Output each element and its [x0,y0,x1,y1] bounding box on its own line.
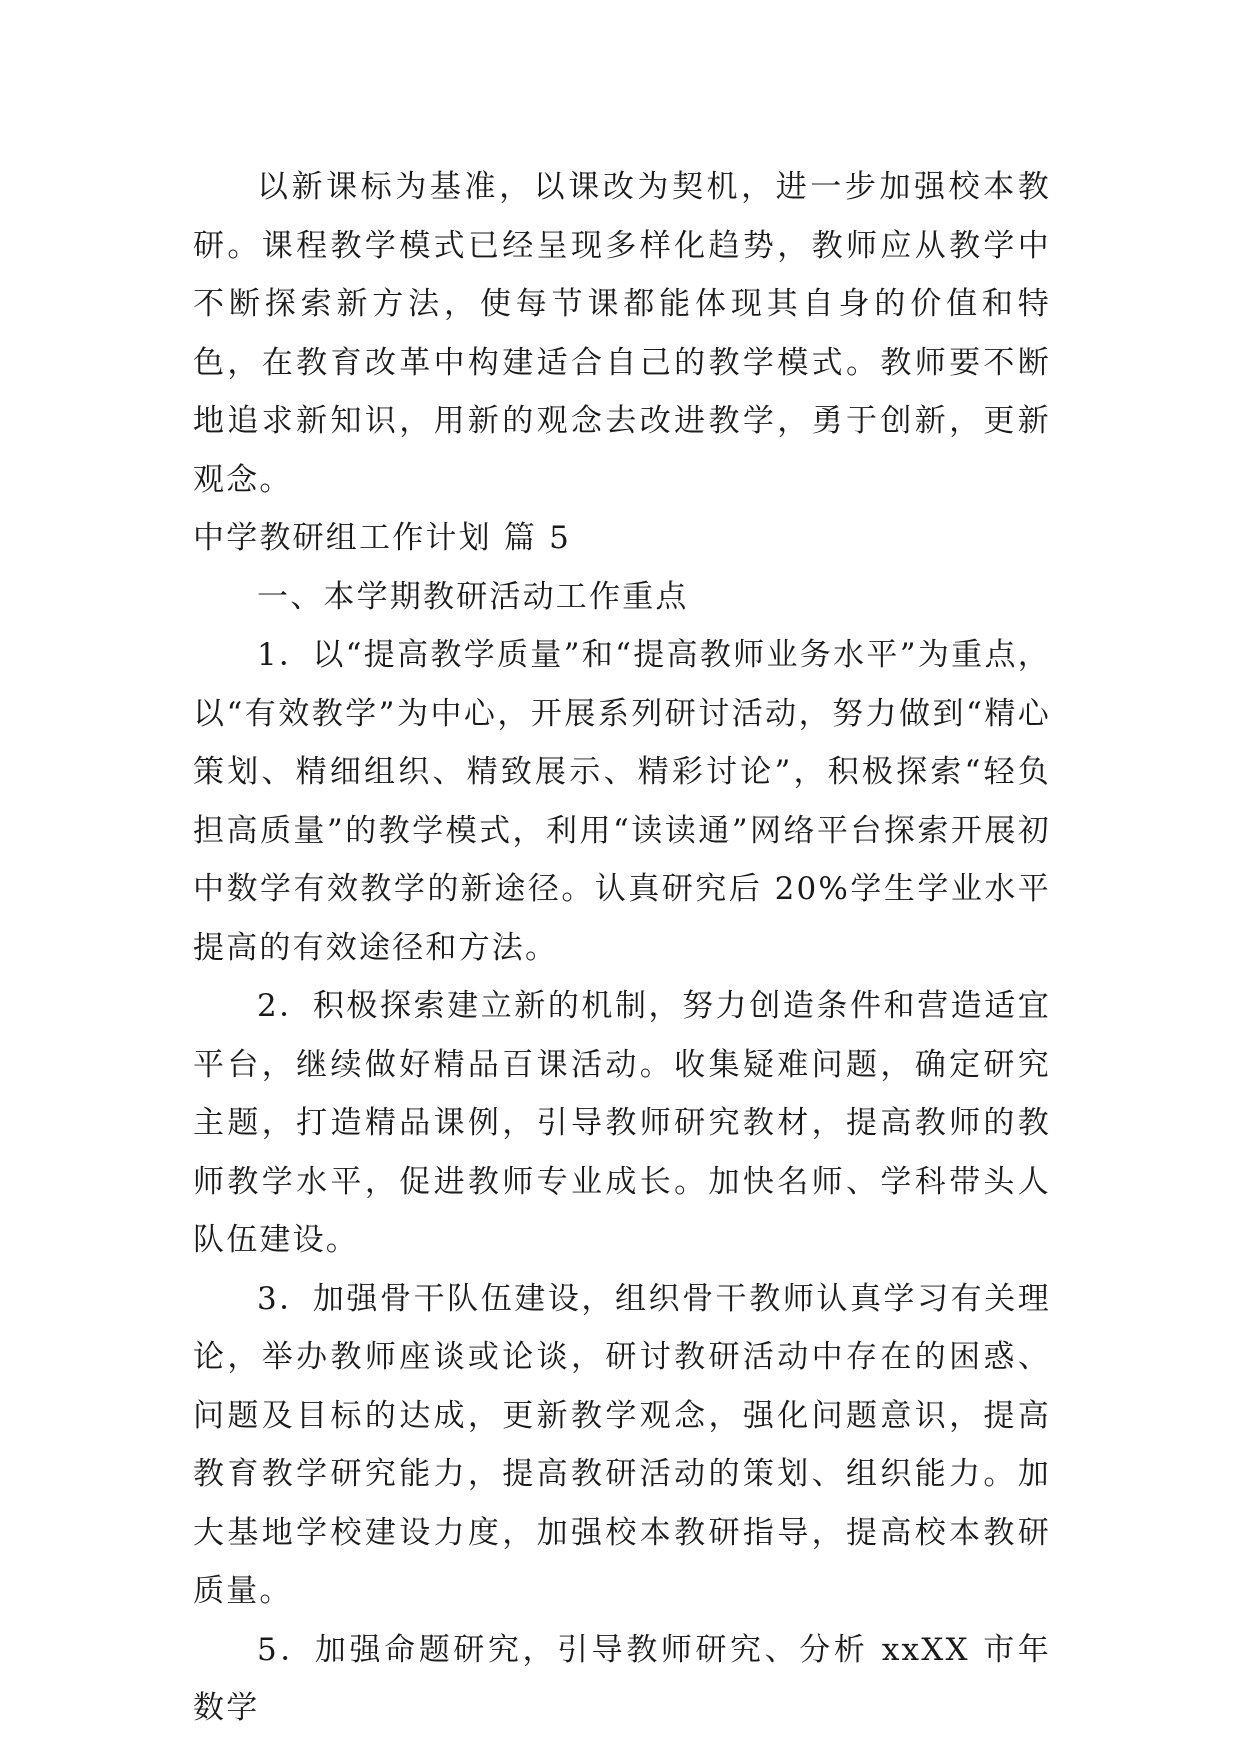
section-title: 中学教研组工作计划 篇 5 [193,520,572,556]
list-item-1: 1．以“提高教学质量”和“提高教师业务水平”为重点，以“有效教学”为中心，开展系列研讨活动，努力做到“精心策划、精细组织、精致展示、精彩讨论”，积极探索“轻负担高质量”的教学模式，利用“读读通”网络平台探索开展初中数学有效教学的新途径。认真研究后 20%学生学业水平提高的有效途径和方法。 [193,637,1051,966]
document-page [193,158,1051,1738]
list-item-2: 2．积极探索建立新的机制，努力创造条件和营造适宜平台，继续做好精品百课活动。收集疑难问题，确定研究主题，打造精品课例，引导教师研究教材，提高教师的教师教学水平，促进教师专业成长。加快名师、学科带头人队伍建设。 [193,988,1051,1258]
list-item-3: 3．加强骨干队伍建设，组织骨干教师认真学习有关理论，举办教师座谈或论谈，研讨教研活动中存在的困惑、问题及目标的达成，更新教学观念，强化问题意识，提高教育教学研究能力，提高教研活动的策划、组织能力。加大基地学校建设力度，加强校本教研指导，提高校本教研质量。 [193,1280,1051,1609]
heading-paragraph: 一、本学期教研活动工作重点 [257,578,689,615]
intro-paragraph: 以新课标为基准，以课改为契机，进一步加强校本教研。课程教学模式已经呈现多样化趋势，教师应从教学中不断探索新方法，使每节课都能体现其自身的价值和特色，在教育改革中构建适合自己的教学模式。教师要不断地追求新知识，用新的观念去改进教学，勇于创新，更新观念。 [193,169,1051,498]
list-item-5: 5．加强命题研究，引导教师研究、分析 xxXX 市年数学 [193,1631,1051,1726]
